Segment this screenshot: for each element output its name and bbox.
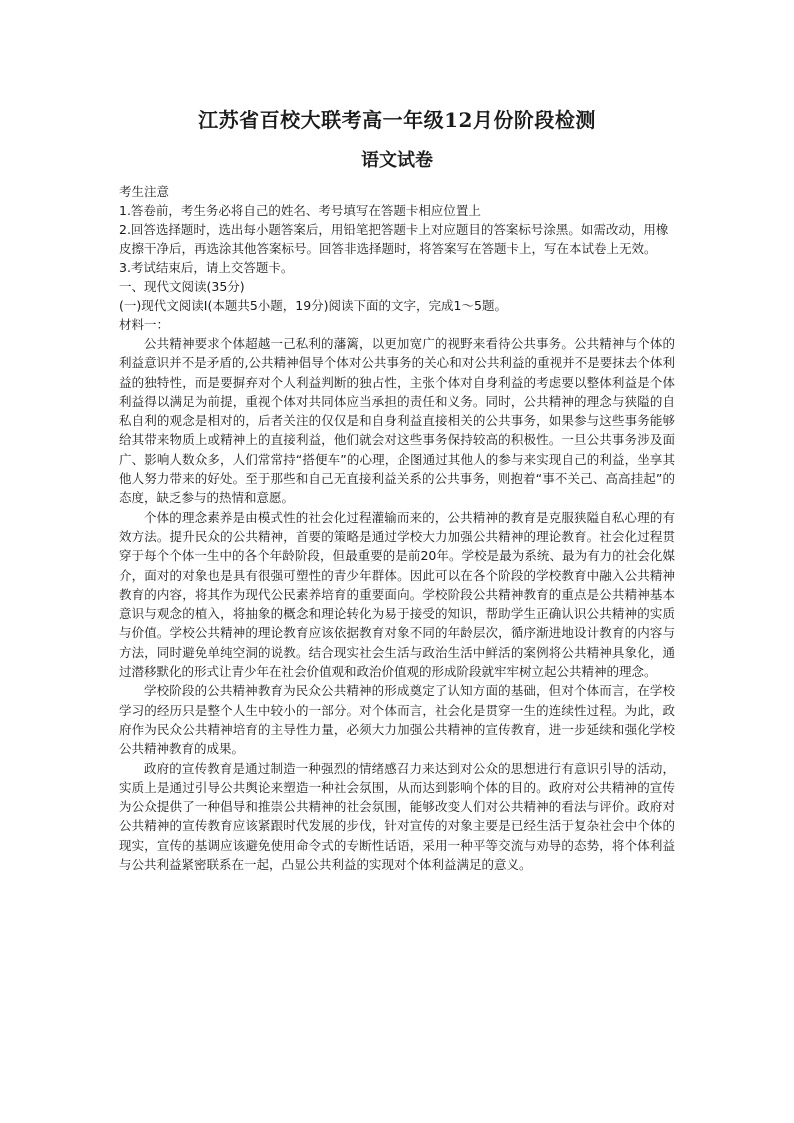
notice-item: 2.回答选择题时，选出每小题答案后，用铅笔把答题卡上对应题目的答案标号涂黑。如需改动，用橡皮擦干净后，再选涂其他答案标号。回答非选择题时，将答案写在答题卡上，写在本试卷上无效。 — [119, 222, 669, 256]
section-header — [119, 277, 675, 334]
body-paragraph: 学校阶段的公共精神教育为民众公共精神的形成奠定了认知方面的基础，但对个体而言，在学校学习的经历只是整个人生中较小的一部分。对个体而言，社会化是贯穿一生的连续性过程。为此，政府作为民众公共精神培育的主导性力量，必须大力加强公共精神的宣传教育，进一步延续和强化学校公共精神教育的成果。 — [119, 683, 675, 757]
exam-title: 江苏省百校大联考高一年级12月份阶段检测 — [198, 108, 596, 132]
exam-page — [119, 106, 675, 874]
body-paragraph: 公共精神要求个体超越一己私利的藩篱，以更加宽广的视野来看待公共事务。公共精神与个体的利益意识并不是矛盾的,公共精神倡导个体对公共事务的关心和对公共利益的重视并不是要抹去个体利益的独特性，而是要摒弃对个人利益判断的独占性，主张个体对自身利益的考虑要以整体利益是个体利益得以满足为前提，重视个体对共同体应当承担的责任和义务。同时，公共精神的理念与狭隘的自私自利的观念是相对的，后者关注的仅仅是和自身利益直接相关的公共事务，如果参与这些事务能够给其带来物质上或精神上的直接利益，他们就会对这些事务保持较高的积极性。一旦公共事务涉及面广、影响人数众多，人们常常持“搭便车”的心理，企图通过其他人的参与来实现自己的利益，坐享其他人努力带来的好处。至于那些和自己无直接利益关系的公共事务，则抱着“事不关己、高高挂起”的态度，缺乏参与的热情和意愿。 — [119, 336, 675, 506]
notice-heading: 考生注意 — [119, 184, 170, 199]
notice-block — [119, 182, 675, 277]
body-paragraph: 个体的理念素养是由模式性的社会化过程灌输而来的，公共精神的教育是克服狭隘自私心理的有效方法。提升民众的公共精神，首要的策略是通过学校大力加强公共精神的理论教育。社会化过程贯穿于每个个体一生中的各个年龄阶段，但最重要的是前20年。学校是最为系统、最为有力的社会化媒介，面对的对象也是具有很强可塑性的青少年群体。因此可以在各个阶段的学校教育中融入公共精神教育的内容，将其作为现代公民素养培育的重要面向。学校阶段公共精神教育的重点是公共精神基本意识与观念的植入，将抽象的概念和理论转化为易于接受的知识，帮助学生正确认识公共精神的实质与价值。学校公共精神的理论教育应该依据教育对象不同的年龄层次，循序渐进地设计教育的内容与方法，同时避免单纯空洞的说教。结合现实社会生活与政治生活中鲜活的案例将公共精神具象化，通过潜移默化的形式让青少年在社会价值观和政治价值观的形成阶段就牢牢树立起公共精神的理念。 — [119, 509, 675, 680]
section-sub-heading: (一)现代文阅读I(本题共5小题，19分)阅读下面的文字，完成1～5题。 — [119, 298, 507, 313]
material-label: 材料一： — [119, 317, 170, 332]
body-paragraph: 政府的宣传教育是通过制造一种强烈的情绪感召力来达到对公众的思想进行有意识引导的活动，实质上是通过引导公共舆论来塑造一种社会氛围，从而达到影响个体的目的。政府对公共精神的宣传为公众提供了一种倡导和推崇公共精神的社会氛围，能够改变人们对公共精神的看法与评价。政府对公共精神的宣传教育应该紧跟时代发展的步伐，针对宣传的对象主要是已经生活于复杂社会中个体的现实，宣传的基调应该避免使用命令式的专断性话语，采用一种平等交流与劝导的态势，将个体利益与公共利益紧密联系在一起，凸显公共利益的实现对个体利益满足的意义。 — [119, 760, 675, 873]
notice-item: 3.考试结束后，请上交答题卡。 — [119, 260, 294, 275]
notice-item: 1.答卷前，考生务必将自己的姓名、考号填写在答题卡相应位置上 — [119, 203, 481, 218]
exam-subtitle: 语文试卷 — [361, 150, 433, 171]
material-body — [119, 334, 675, 874]
section-heading: 一、现代文阅读(35分) — [119, 279, 245, 294]
